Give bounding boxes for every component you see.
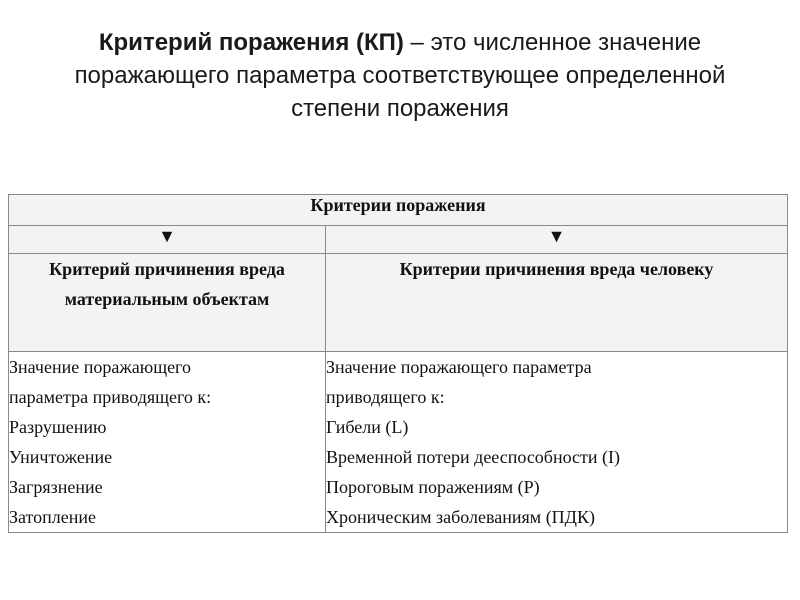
list-item: параметра приводящего к: [9, 387, 212, 407]
slide-title [40, 26, 760, 125]
list-item: Затопление [9, 507, 97, 527]
material-objects-heading: Критерий причинения вреда материальным объектам [9, 254, 326, 352]
list-item: Уничтожение [9, 447, 113, 467]
list-item: Временной потери дееспособности (I) [326, 447, 621, 467]
arrow-row [9, 226, 788, 254]
list-item: Разрушению [9, 417, 107, 437]
list-item: Значение поражающего параметра [326, 357, 592, 377]
criteria-table [8, 194, 788, 533]
criteria-body-row [9, 352, 788, 533]
list-item: Пороговым поражениям (P) [326, 477, 540, 497]
title-definition: – это численное значение поражающего параметра соответствующее определенной степени поражения [74, 29, 726, 122]
list-item: Загрязнение [9, 477, 103, 497]
list-item: Гибели (L) [326, 417, 409, 437]
table-header-cell: Критерии поражения [9, 195, 788, 226]
arrow-down-icon: ▼ [326, 226, 788, 254]
human-harm-cell [326, 352, 788, 533]
list-item: Значение поражающего [9, 357, 191, 377]
title-term: Критерий поражения (КП) [98, 29, 404, 56]
column-heading-row [9, 254, 788, 352]
human-harm-heading: Критерии причинения вреда человеку [326, 254, 788, 352]
material-objects-cell [9, 352, 326, 533]
list-item: Хроническим заболеваниям (ПДК) [326, 507, 595, 527]
table-header-row [9, 195, 788, 226]
list-item: приводящего к: [326, 387, 445, 407]
arrow-down-icon: ▼ [9, 226, 326, 254]
